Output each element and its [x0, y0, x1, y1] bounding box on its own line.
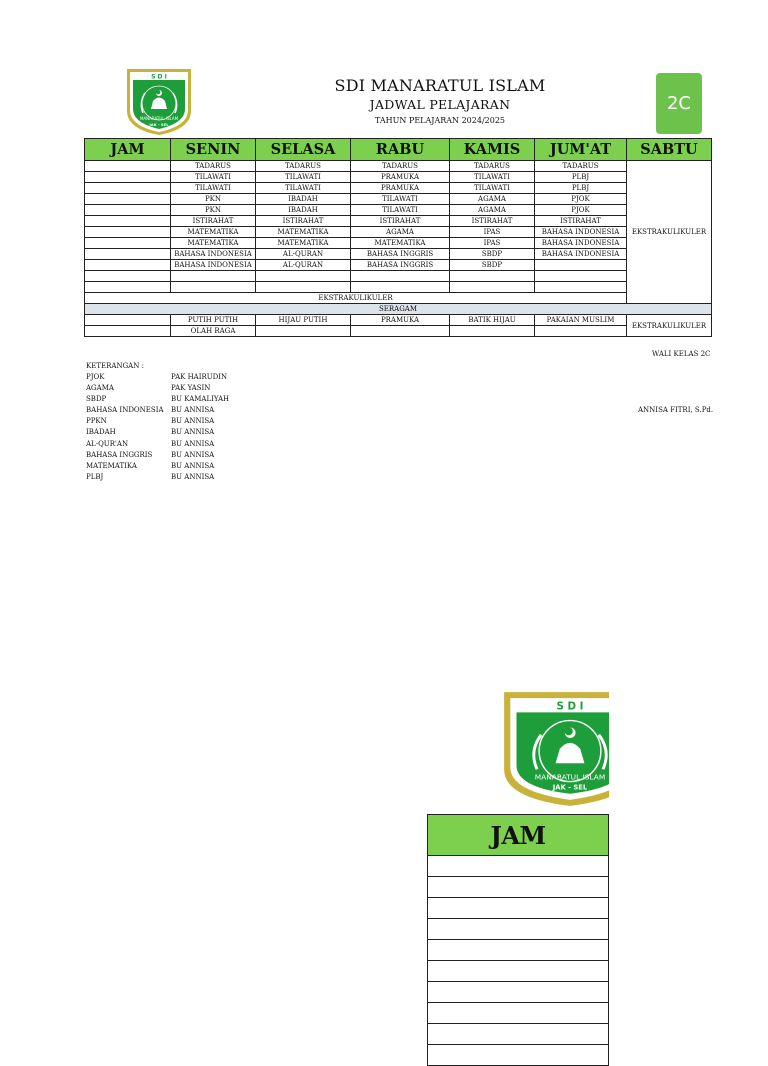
wali-kelas-title: WALI KELAS 2C [652, 350, 711, 358]
keterangan-teacher: BU KAMALIYAH [171, 395, 230, 404]
cell-rabu: ISTIRAHAT [351, 216, 450, 227]
cell-kamis: TILAWATI [450, 172, 535, 183]
schedule-row [85, 183, 712, 194]
cell-selasa: AL-QURAN [256, 249, 351, 260]
cell-senin: TILAWATI [171, 183, 256, 194]
schedule-row [85, 260, 712, 271]
schedule-row [85, 216, 712, 227]
cell-senin: MATEMATIKA [171, 227, 256, 238]
cell-jumat: PJOK [535, 194, 627, 205]
cell-jumat: TADARUS [535, 161, 627, 172]
seragam-cell-rabu: PRAMUKA [351, 315, 450, 326]
cell-kamis: ISTIRAHAT [450, 216, 535, 227]
cell-rabu: TILAWATI [351, 205, 450, 216]
cell-senin [171, 271, 256, 282]
column-header-jam: JAM [85, 139, 171, 161]
column-header-sabtu: SABTU [627, 139, 712, 161]
jam-fragment-row [428, 877, 609, 898]
seragam-row [85, 315, 712, 326]
column-header-rabu: RABU [351, 139, 450, 161]
seragam-cell-selasa [256, 326, 351, 337]
seragam-cell-kamis [450, 326, 535, 337]
jam-fragment-header: JAM [428, 815, 609, 856]
cell-jam [85, 172, 171, 183]
school-logo [125, 67, 193, 137]
jam-fragment-row [428, 919, 609, 940]
schedule-row [85, 271, 712, 282]
jam-fragment-cell [428, 1045, 609, 1066]
sabtu-ekstrakurikuler: EKSTRAKULIKULER [627, 161, 712, 304]
cell-jumat: BAHASA INDONESIA [535, 238, 627, 249]
cell-jam [85, 271, 171, 282]
cell-jam [85, 238, 171, 249]
cell-kamis: TADARUS [450, 161, 535, 172]
schedule-table [84, 138, 712, 337]
keterangan-subject: MATEMATIKA [86, 461, 137, 470]
jam-fragment-row [428, 1003, 609, 1024]
column-header-jumat: JUM'AT [535, 139, 627, 161]
schedule-header-row [85, 139, 712, 161]
keterangan-item [86, 461, 286, 472]
cell-selasa: ISTIRAHAT [256, 216, 351, 227]
jam-fragment-cell [428, 856, 609, 877]
jam-fragment-row [428, 856, 609, 877]
keterangan-teacher: BU ANNISA [171, 439, 215, 448]
schedule-row [85, 194, 712, 205]
logo-large-bottom-text: JAK - SEL [552, 783, 588, 792]
jam-fragment-cell [428, 982, 609, 1003]
seragam-cell-jumat [535, 326, 627, 337]
keterangan-subject: IBADAH [86, 428, 116, 437]
jam-fragment-row [428, 1024, 609, 1045]
cell-kamis [450, 271, 535, 282]
keterangan-title: KETERANGAN : [86, 362, 144, 370]
logo-large-ring-text: MANARATUL ISLAM [534, 772, 606, 782]
keterangan-subject: AL-QUR'AN [86, 439, 129, 448]
cell-senin: PKN [171, 205, 256, 216]
cell-jam [85, 216, 171, 227]
cell-kamis: IPAS [450, 227, 535, 238]
column-header-senin: SENIN [171, 139, 256, 161]
cell-jumat: PJOK [535, 205, 627, 216]
cell-jumat [535, 260, 627, 271]
seragam-header-row [85, 304, 712, 315]
school-logo-large [500, 688, 609, 810]
keterangan-item [86, 405, 286, 416]
cell-rabu: BAHASA INGGRIS [351, 249, 450, 260]
seragam-cell-selasa: HIJAU PUTIH [256, 315, 351, 326]
document-title: JADWAL PELAJARAN [369, 97, 511, 112]
cell-rabu: PRAMUKA [351, 172, 450, 183]
jam-table-fragment [427, 814, 609, 1066]
schedule-row [85, 238, 712, 249]
keterangan-subject: AGAMA [86, 384, 114, 393]
school-name: SDI MANARATUL ISLAM [334, 76, 546, 95]
jam-fragment-cell [428, 1003, 609, 1024]
cell-jam [85, 194, 171, 205]
cell-jam [85, 227, 171, 238]
cell-jumat: BAHASA INDONESIA [535, 227, 627, 238]
wali-kelas-name: ANNISA FITRI, S.Pd. [638, 406, 714, 414]
schedule-row [85, 227, 712, 238]
cell-jam [85, 282, 171, 293]
keterangan-teacher: BU ANNISA [171, 472, 215, 481]
seragam-cell-kamis: BATIK HIJAU [450, 315, 535, 326]
cell-kamis [450, 282, 535, 293]
jam-fragment-cell [428, 898, 609, 919]
jam-fragment-cell [428, 940, 609, 961]
cell-selasa: MATEMATIKA [256, 238, 351, 249]
cell-selasa: TILAWATI [256, 172, 351, 183]
cell-jam [85, 260, 171, 271]
cell-jumat [535, 282, 627, 293]
keterangan-subject: BAHASA INDONESIA [86, 406, 164, 415]
ekstrakurikuler-label: EKSTRAKULIKULER [85, 293, 627, 304]
keterangan-subject: PPKN [86, 417, 107, 426]
cell-selasa [256, 271, 351, 282]
keterangan-subject: SBDP [86, 395, 107, 404]
cell-selasa: IBADAH [256, 194, 351, 205]
cell-selasa: MATEMATIKA [256, 227, 351, 238]
logo-bottom-text: JAK - SEL [149, 122, 169, 127]
jam-fragment-cell [428, 877, 609, 898]
cell-kamis: AGAMA [450, 194, 535, 205]
seragam-cell-jumat: PAKAIAN MUSLIM [535, 315, 627, 326]
jam-fragment-row [428, 898, 609, 919]
seragam-cell-rabu [351, 326, 450, 337]
cell-rabu: TADARUS [351, 161, 450, 172]
keterangan-item [86, 416, 286, 427]
keterangan-teacher: BU ANNISA [171, 406, 215, 415]
keterangan-teacher: BU ANNISA [171, 417, 215, 426]
cell-senin: BAHASA INDONESIA [171, 249, 256, 260]
sabtu-seragam: EKSTRAKULIKULER [627, 315, 712, 337]
cell-kamis: IPAS [450, 238, 535, 249]
logo-large-top-text: S D I [556, 701, 584, 713]
seragam-cell-jam [85, 315, 171, 326]
keterangan-subject: PLBJ [86, 472, 104, 481]
keterangan-teacher: PAK HAIRUDIN [171, 373, 228, 381]
seragam-label: SERAGAM [85, 304, 712, 315]
keterangan-item [86, 383, 286, 394]
class-badge: 2C [656, 73, 702, 134]
cell-jumat [535, 271, 627, 282]
seragam-cell-senin: PUTIH PUTIH [171, 315, 256, 326]
seragam-row [85, 326, 712, 337]
cell-selasa: IBADAH [256, 205, 351, 216]
cell-senin: ISTIRAHAT [171, 216, 256, 227]
cell-senin [171, 282, 256, 293]
cell-rabu: TILAWATI [351, 194, 450, 205]
cell-rabu: PRAMUKA [351, 183, 450, 194]
cell-selasa: AL-QURAN [256, 260, 351, 271]
jam-fragment-cell [428, 961, 609, 982]
keterangan-teacher: PAK YASIN [171, 384, 211, 393]
cell-jam [85, 161, 171, 172]
cell-senin: BAHASA INDONESIA [171, 260, 256, 271]
keterangan-item [86, 372, 286, 383]
ekstrakurikuler-row [85, 293, 712, 304]
cell-selasa: TADARUS [256, 161, 351, 172]
keterangan-item [86, 472, 286, 483]
cell-rabu: AGAMA [351, 227, 450, 238]
schedule-row [85, 249, 712, 260]
cell-jumat: PLBJ [535, 183, 627, 194]
jam-fragment-row [428, 940, 609, 961]
logo-top-text: S D I [151, 73, 167, 81]
cell-rabu: BAHASA INGGRIS [351, 260, 450, 271]
keterangan-list [86, 372, 286, 483]
keterangan-subject: PJOK [86, 373, 105, 381]
schedule-row [85, 282, 712, 293]
schedule-row [85, 161, 712, 172]
cell-senin: MATEMATIKA [171, 238, 256, 249]
cell-senin: TADARUS [171, 161, 256, 172]
cell-jam [85, 205, 171, 216]
jam-fragment-cell [428, 919, 609, 940]
keterangan-teacher: BU ANNISA [171, 428, 215, 437]
cell-kamis: AGAMA [450, 205, 535, 216]
keterangan-teacher: BU ANNISA [171, 461, 215, 470]
jam-fragment-row [428, 1045, 609, 1066]
keterangan-teacher: BU ANNISA [171, 450, 215, 459]
seragam-cell-senin: OLAH RAGA [171, 326, 256, 337]
cell-selasa: TILAWATI [256, 183, 351, 194]
schedule-row [85, 172, 712, 183]
keterangan-item [86, 450, 286, 461]
cell-rabu: MATEMATIKA [351, 238, 450, 249]
column-header-selasa: SELASA [256, 139, 351, 161]
logo-ring-text: MANARATUL ISLAM [139, 116, 179, 121]
cell-kamis: TILAWATI [450, 183, 535, 194]
cell-jumat: BAHASA INDONESIA [535, 249, 627, 260]
jam-fragment-row [428, 982, 609, 1003]
cell-rabu [351, 282, 450, 293]
keterangan-item [86, 427, 286, 438]
cell-selasa [256, 282, 351, 293]
keterangan-item [86, 439, 286, 450]
cell-jam [85, 249, 171, 260]
column-header-kamis: KAMIS [450, 139, 535, 161]
academic-year: TAHUN PELAJARAN 2024/2025 [375, 116, 505, 125]
seragam-cell-jam [85, 326, 171, 337]
schedule-row [85, 205, 712, 216]
jam-fragment-cell [428, 1024, 609, 1045]
cell-jam [85, 183, 171, 194]
cell-kamis: SBDP [450, 260, 535, 271]
keterangan-subject: BAHASA INGGRIS [86, 450, 153, 459]
cell-jumat: ISTIRAHAT [535, 216, 627, 227]
jam-fragment-row [428, 961, 609, 982]
cell-rabu [351, 271, 450, 282]
cell-kamis: SBDP [450, 249, 535, 260]
cell-senin: TILAWATI [171, 172, 256, 183]
cell-senin: PKN [171, 194, 256, 205]
cell-jumat: PLBJ [535, 172, 627, 183]
logo-crop-area [500, 688, 609, 810]
keterangan-item [86, 394, 286, 405]
